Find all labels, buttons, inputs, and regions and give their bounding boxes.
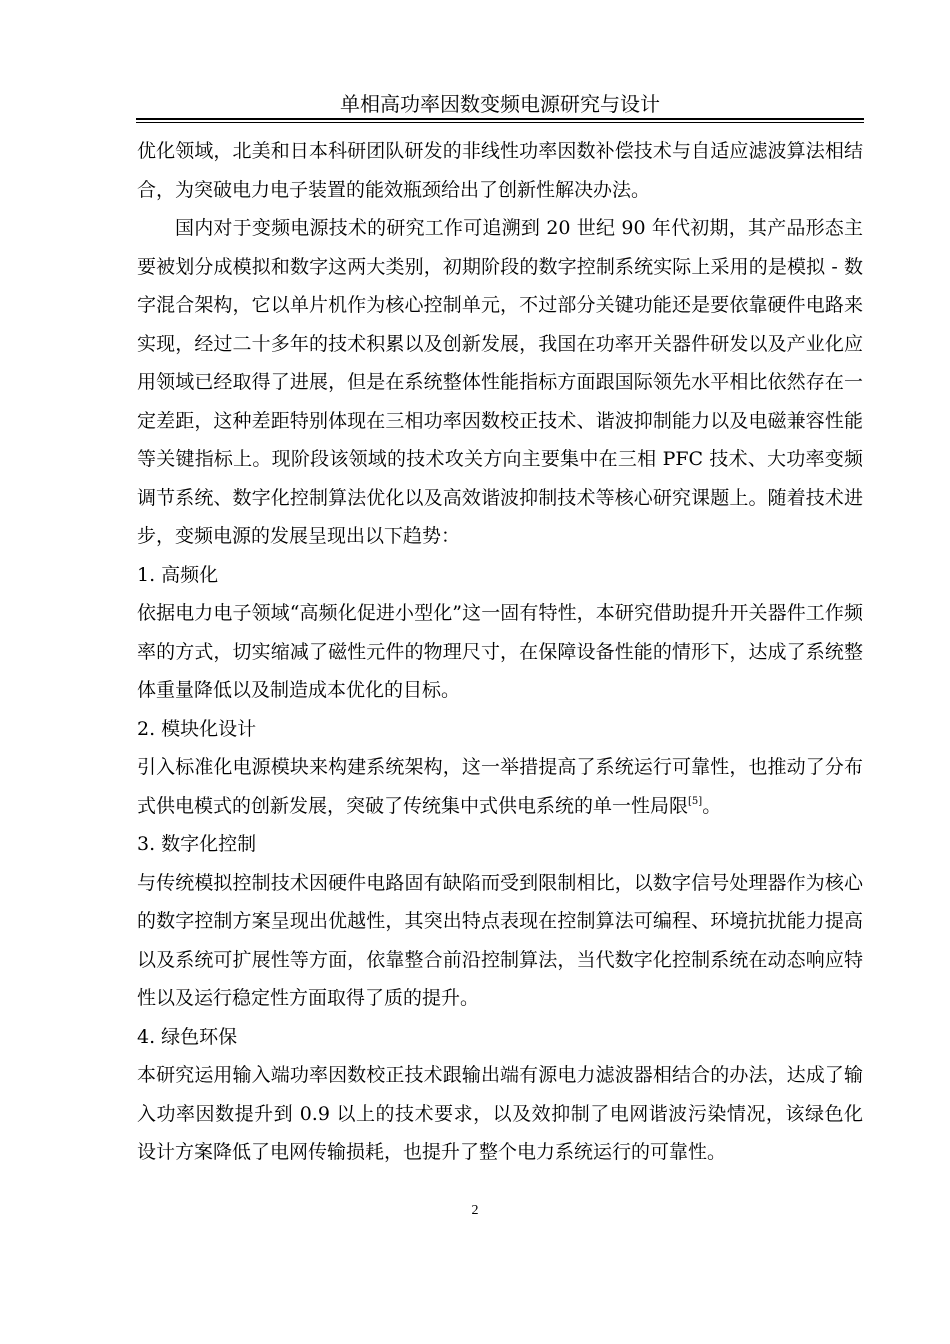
paragraph-digital-control: 与传统模拟控制技术因硬件电路固有缺陷而受到限制相比，以数字信号处理器作为核心的数字控制方案呈现出优越性，其突出特点表现在控制算法可编程、环境抗扰能力提高以及系统可扩展性等方面，依靠整合前沿控制算法，当代数字化控制系统在动态响应特性以及运行稳定性方面取得了质的提升。 [137,871,863,1009]
heading-high-frequency: 1. 高频化 [137,563,219,586]
paragraph-green: 本研究运用输入端功率因数校正技术跟输出端有源电力滤波器相结合的办法，达成了输入功率因数提升到 0.9 以上的技术要求，以及效抑制了电网谐波污染情况，该绿色化设计方案降低了电网传输损耗，也提升了整个电力系统运行的可靠性。 [137,1064,863,1163]
paragraph-continuation: 优化领域，北美和日本科研团队研发的非线性功率因数补偿技术与自适应滤波算法相结合，为突破电力电子装置的能效瓶颈给出了创新性解决办法。 [137,140,863,201]
heading-green: 4. 绿色环保 [137,1025,238,1048]
paragraph-modular-text: 引入标准化电源模块来构建系统架构，这一举措提高了系统运行可靠性，也推动了分布式供电模式的创新发展，突破了传统集中式供电系统的单一性局限 [137,756,863,817]
citation-ref[interactable]: [5] [688,795,703,807]
paragraph-high-frequency: 依据电力电子领域“高频化促进小型化”这一固有特性，本研究借助提升开关器件工作频率的方式，切实缩减了磁性元件的物理尺寸，在保障设备性能的情形下，达成了系统整体重量降低以及制造成本优化的目标。 [137,602,863,701]
body-text [137,132,863,1172]
paragraph-domestic-research: 国内对于变频电源技术的研究工作可追溯到 20 世纪 90 年代初期，其产品形态主要被划分成模拟和数字这两大类别，初期阶段的数字控制系统实际上采用的是模拟 - 数字混合架构，它以单片机作为核心控制单元，不过部分关键功能还是要依靠硬件电路来实现，经过二十多年的技术积累以及创新发展，我国在功率开关器件研发以及产业化应用领域已经取得了进展，但是在系统整体性能指标方面跟国际领先水平相比依然存在一定差距，这种差距特别体现在三相功率因数校正技术、谐波抑制能力以及电磁兼容性能等关键指标上。现阶段该领域的技术攻关方向主要集中在三相 PFC 技术、大功率变频调节系统、数字化控制算法优化以及高效谐波抑制技术等核心研究课题上。随着技术进步，变频电源的发展呈现出以下趋势： [137,217,863,547]
header-rule-thin [136,122,864,123]
heading-modular-design: 2. 模块化设计 [137,717,257,740]
paragraph-modular-design [137,748,863,825]
header-rule-thick [136,118,864,120]
page-number: 2 [471,1203,479,1218]
paragraph-modular-end: 。 [702,794,722,817]
running-header: 单相高功率因数变频电源研究与设计 [340,92,660,116]
heading-digital-control: 3. 数字化控制 [137,833,257,855]
